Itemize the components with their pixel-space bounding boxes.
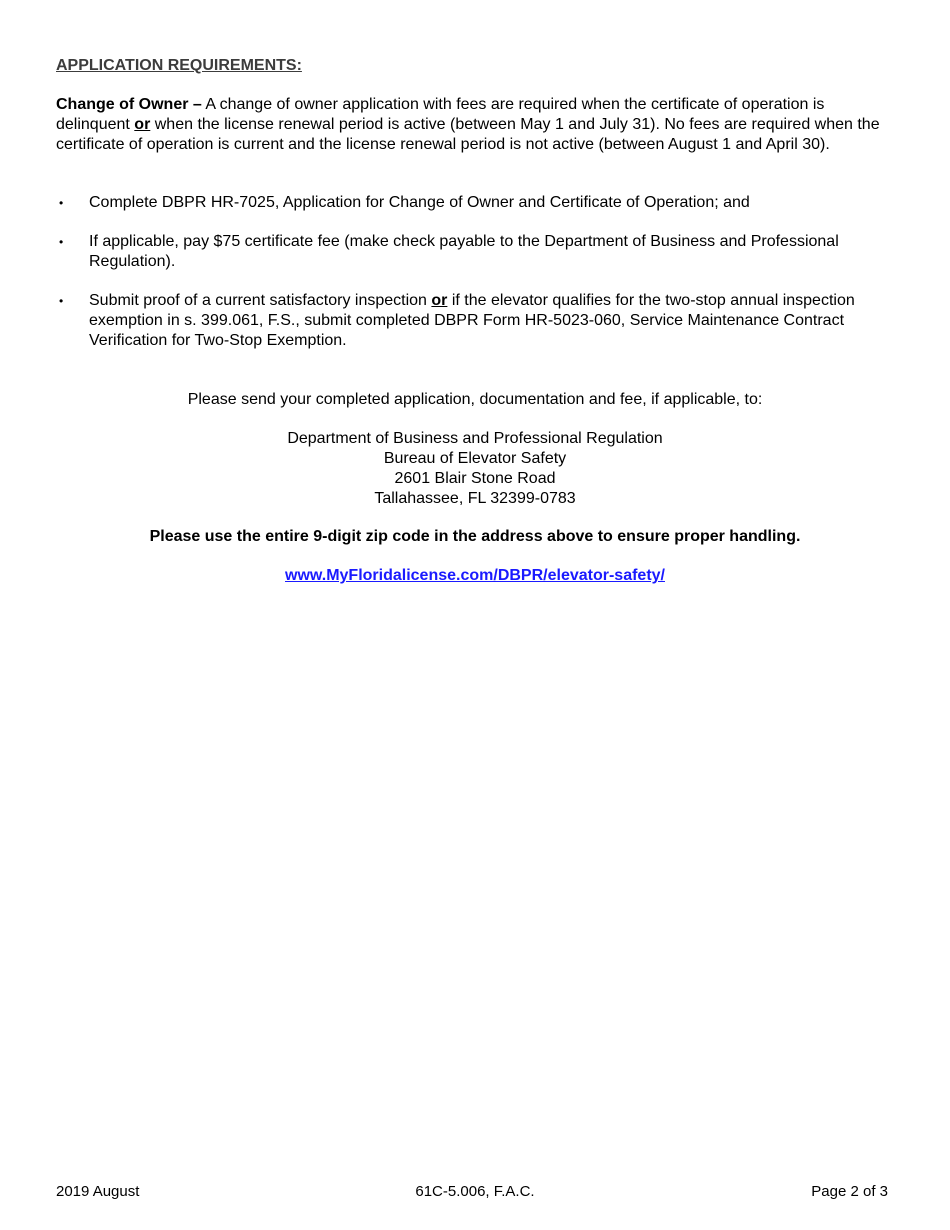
- footer-date: 2019 August: [56, 1183, 140, 1200]
- address-line: 2601 Blair Stone Road: [394, 470, 556, 487]
- requirement-item: [56, 291, 896, 351]
- website-link[interactable]: www.MyFloridalicense.com/DBPR/elevator-safety/: [285, 567, 665, 584]
- send-instructions: Please send your completed application, documentation and fee, if applicable, to:: [187, 391, 763, 408]
- requirement-text-post: if the elevator qualifies for the two-stop annual inspection exemption in s. 399.061, F.S., submit completed DBPR Form HR-5023-060, Service Maintenance Contract Verification for Two-Stop Exemption.: [89, 292, 855, 349]
- requirement-or-emphasis: or: [431, 292, 448, 309]
- change-of-owner-lead: Change of Owner –: [56, 96, 202, 113]
- footer-rule: 61C-5.006, F.A.C.: [415, 1183, 535, 1200]
- zip-code-note: Please use the entire 9-digit zip code in the address above to ensure proper handling.: [149, 528, 801, 545]
- intro-text-part2: when the license renewal period is active (between May 1 and July 31). No fees are required when the certificate of operation is current and the license renewal period is not active (between August 1 and April 30).: [56, 116, 880, 153]
- mailing-address: [0, 429, 950, 509]
- address-line: Bureau of Elevator Safety: [383, 450, 567, 467]
- intro-or-emphasis: or: [134, 116, 151, 133]
- requirements-list: [56, 193, 896, 370]
- change-of-owner-paragraph: [56, 95, 896, 155]
- requirement-text-pre: Submit proof of a current satisfactory inspection: [89, 292, 432, 309]
- requirement-text: If applicable, pay $75 certificate fee (make check payable to the Department of Business and Professional Regulation).: [89, 233, 839, 270]
- bullet-icon: •: [59, 294, 64, 308]
- requirement-item: [56, 232, 896, 272]
- bullet-icon: •: [59, 235, 64, 249]
- requirement-text: Complete DBPR HR-7025, Application for Change of Owner and Certificate of Operation; and: [89, 194, 750, 211]
- address-line: Tallahassee, FL 32399-0783: [374, 490, 576, 507]
- intro-text-part1: A change of owner application with fees are required when the certificate of operation is delinquent: [56, 96, 825, 133]
- address-line: Department of Business and Professional Regulation: [287, 430, 663, 447]
- requirement-item: [56, 193, 896, 213]
- footer-page-number: Page 2 of 3: [811, 1183, 888, 1200]
- bullet-icon: •: [59, 196, 64, 210]
- section-heading: APPLICATION REQUIREMENTS:: [56, 57, 302, 74]
- website-link-container: [0, 566, 950, 586]
